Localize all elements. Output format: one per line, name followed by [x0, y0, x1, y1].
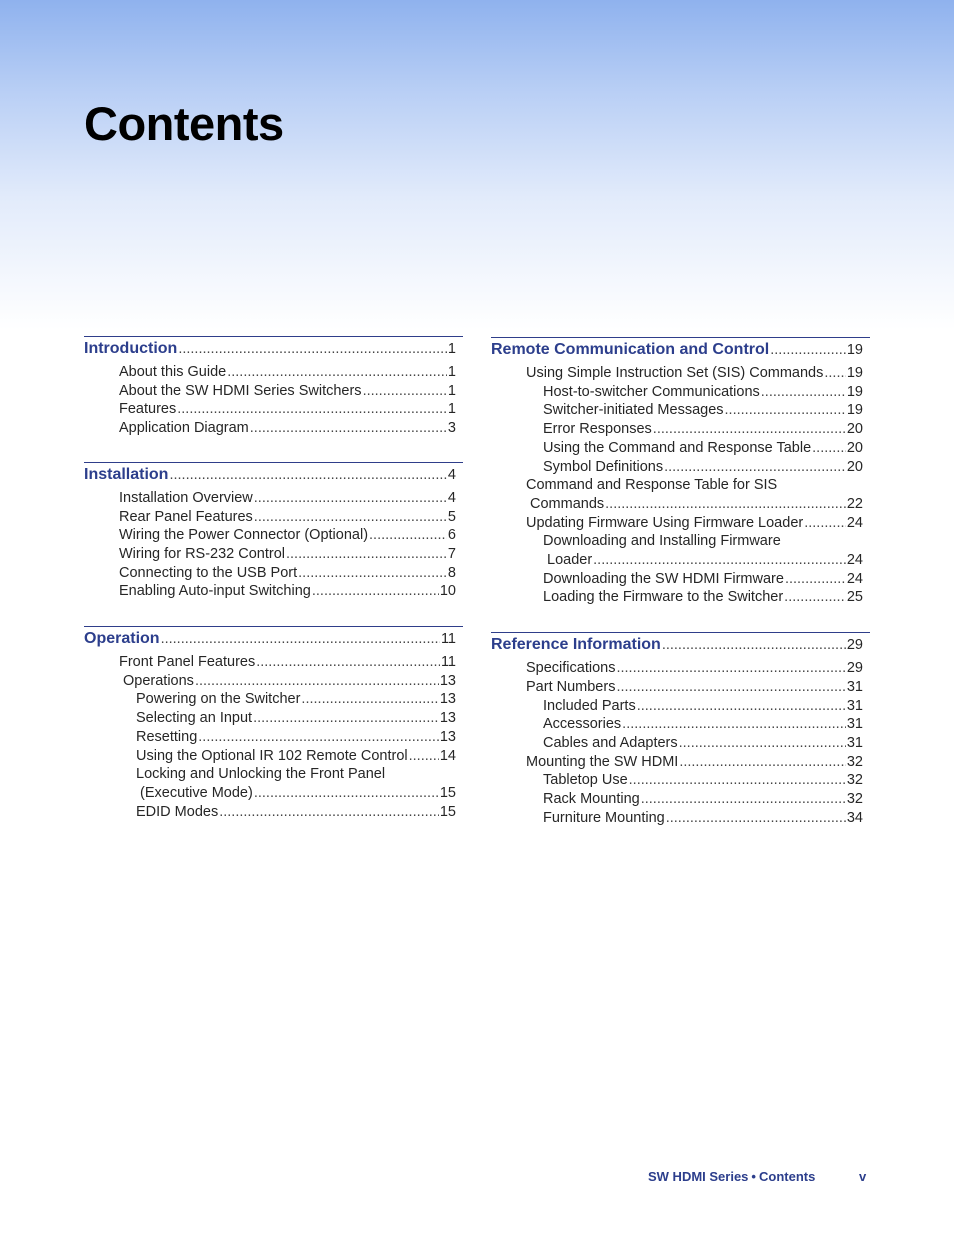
dot-leader: [363, 382, 447, 401]
toc-entry-title: Specifications: [526, 660, 616, 677]
dot-leader: [254, 508, 447, 527]
toc-page-number: 15: [439, 803, 456, 820]
toc-section-reference-information: [491, 632, 870, 827]
toc-entry[interactable]: [491, 364, 870, 383]
toc-page-number: 34: [846, 809, 863, 826]
toc-entry-title: Front Panel Features: [119, 654, 256, 671]
toc-entry[interactable]: [84, 747, 463, 766]
toc-entry-title: Using the Command and Response Table: [543, 439, 812, 456]
dot-leader: [177, 400, 447, 419]
toc-page-number: 20: [846, 458, 863, 475]
toc-entry-title: Using Simple Instruction Set (SIS) Commands: [526, 365, 824, 381]
toc-page-number: 4: [447, 489, 456, 506]
toc-page-number: 11: [440, 654, 456, 671]
dot-leader: [725, 401, 846, 420]
toc-entry[interactable]: [84, 653, 463, 672]
dot-leader: [812, 439, 846, 458]
toc-entry[interactable]: [491, 383, 870, 402]
dot-leader: [679, 753, 846, 772]
toc-page-number: 31: [846, 734, 863, 751]
toc-page-number: 13: [439, 710, 456, 727]
toc-entry-title: Updating Firmware Using Firmware Loader: [526, 514, 804, 531]
footer-section: Contents: [758, 1169, 816, 1184]
toc-entry[interactable]: [84, 784, 463, 803]
toc-entry-title: Connecting to the USB Port: [119, 564, 298, 581]
toc-entry-title: About this Guide: [119, 364, 227, 380]
dot-leader: [298, 564, 447, 583]
toc-page-number: 32: [846, 791, 863, 808]
dot-leader: [785, 570, 846, 589]
toc-entry[interactable]: [491, 588, 870, 607]
toc-page-number: 20: [846, 439, 863, 456]
toc-entry-title: Loading the Firmware to the Switcher: [543, 589, 784, 606]
toc-entry-title: EDID Modes: [136, 803, 219, 820]
toc-entry-title: Enabling Auto-input Switching: [119, 583, 311, 600]
toc-entry[interactable]: [491, 439, 870, 458]
toc-entry-title: Wiring for RS-232 Control: [119, 545, 285, 562]
dot-leader: [254, 489, 447, 508]
toc-page-number: 24: [846, 570, 863, 587]
toc-entry-title: Selecting an Input: [136, 710, 253, 727]
toc-page-number: 25: [846, 589, 863, 606]
toc-page-number: 7: [447, 545, 456, 562]
toc-entry[interactable]: [84, 382, 463, 401]
dot-leader: [679, 734, 846, 753]
toc-entry[interactable]: [84, 709, 463, 728]
dot-leader: [616, 678, 845, 697]
toc-entry-title-line1[interactable]: Locking and Unlocking the Front Panel: [136, 766, 386, 783]
toc-entry-title: Tabletop Use: [543, 772, 628, 789]
dot-leader: [662, 634, 846, 656]
toc-entry[interactable]: [491, 715, 870, 734]
toc-entry[interactable]: [491, 551, 870, 570]
toc-entry-title: Mounting the SW HDMI: [526, 753, 679, 770]
toc-entry[interactable]: [84, 489, 463, 508]
toc-page-number: 32: [846, 772, 863, 789]
toc-entry[interactable]: [491, 458, 870, 477]
toc-entry[interactable]: [84, 582, 463, 601]
toc-page-number: 10: [439, 583, 456, 600]
dot-leader: [227, 363, 447, 382]
toc-section-operation: [84, 626, 463, 821]
toc-page-number: 19: [846, 342, 863, 358]
dot-leader: [169, 464, 446, 486]
dot-leader: [653, 420, 846, 439]
toc-entry-title-line1[interactable]: Command and Response Table for SIS: [526, 477, 778, 494]
toc-page-number: 11: [440, 631, 456, 648]
toc-entry-title: Features: [119, 401, 177, 418]
dot-leader: [254, 784, 439, 803]
toc-section-introduction: [84, 336, 463, 438]
toc-heading-introduction[interactable]: [84, 338, 463, 360]
toc-entry-title: (Executive Mode): [140, 784, 253, 801]
toc-entry[interactable]: [491, 734, 870, 753]
dot-leader: [666, 809, 846, 828]
toc-page-number: 24: [846, 552, 863, 569]
toc-page-number: 4: [447, 466, 456, 483]
toc-entry[interactable]: [491, 697, 870, 716]
toc-entry-title: Downloading the SW HDMI Firmware: [543, 570, 784, 587]
toc-page-number: 13: [439, 728, 456, 745]
footer-page-number: v: [859, 1169, 867, 1184]
dot-leader: [178, 338, 447, 360]
toc-page-number: 22: [846, 495, 863, 512]
toc-entry[interactable]: [491, 809, 870, 828]
toc-entry-title: Powering on the Switcher: [136, 691, 301, 708]
toc-entry-title: Commands: [530, 495, 605, 512]
toc-entry[interactable]: [491, 570, 870, 589]
toc-entry[interactable]: [491, 678, 870, 697]
dot-leader: [219, 803, 439, 822]
toc-page-number: 19: [846, 402, 863, 419]
dot-leader: [312, 582, 439, 601]
toc-page-number: 31: [846, 678, 863, 695]
toc-entry-title: Symbol Definitions: [543, 458, 664, 475]
toc-entry[interactable]: [84, 400, 463, 419]
dot-leader: [622, 715, 846, 734]
toc-entry[interactable]: [84, 672, 463, 691]
dot-leader: [784, 588, 846, 607]
toc-entry-title: Installation Overview: [119, 489, 253, 506]
dot-leader: [195, 672, 439, 691]
toc-entry[interactable]: [84, 564, 463, 583]
toc-entry[interactable]: [491, 790, 870, 809]
dot-leader: [161, 628, 440, 650]
toc-entry[interactable]: [491, 753, 870, 772]
dot-leader: [605, 495, 846, 514]
toc-page-number: 1: [447, 364, 456, 380]
toc-entry[interactable]: [84, 728, 463, 747]
toc-page-number: 32: [846, 753, 863, 770]
toc-entry-title: Rear Panel Features: [119, 508, 253, 525]
toc-page-number: 29: [846, 660, 863, 677]
toc-entry[interactable]: [84, 419, 463, 438]
dot-leader: [637, 697, 846, 716]
footer-series: SW HDMI Series: [648, 1169, 749, 1184]
toc-entry[interactable]: [84, 508, 463, 527]
toc-entry-title: Cables and Adapters: [543, 734, 678, 751]
dot-leader: [250, 419, 447, 438]
toc-left-column: [84, 336, 463, 821]
toc-entry-title: Operations: [123, 672, 194, 689]
toc-entry[interactable]: [84, 363, 463, 382]
toc-entry[interactable]: [84, 803, 463, 822]
page-title: Contents: [84, 97, 284, 150]
dot-leader: [256, 653, 440, 672]
dot-leader: [804, 514, 846, 533]
toc-page-number: 31: [846, 716, 863, 733]
dot-leader: [761, 383, 846, 402]
toc-heading-operation[interactable]: [84, 628, 463, 650]
toc-entry-title: Switcher-initiated Messages: [543, 402, 724, 419]
header-gradient-band: [0, 0, 954, 330]
dot-leader: [824, 364, 846, 383]
toc-heading-remote-communication[interactable]: [491, 339, 870, 361]
dot-leader: [641, 790, 846, 809]
toc-entry-title: Furniture Mounting: [543, 809, 665, 826]
dot-leader: [198, 728, 439, 747]
toc-entry[interactable]: [491, 771, 870, 790]
toc-entry[interactable]: [84, 526, 463, 545]
toc-page-number: 15: [439, 784, 456, 801]
dot-leader: [286, 545, 447, 564]
toc-entry[interactable]: [491, 514, 870, 533]
toc-page-number: 1: [447, 341, 456, 357]
toc-page-number: 31: [846, 697, 863, 714]
toc-page-number: 3: [447, 420, 456, 437]
toc-page-number: 1: [447, 401, 456, 418]
toc-page-number: 29: [846, 637, 863, 654]
dot-leader: [593, 551, 846, 570]
toc-entry[interactable]: [491, 420, 870, 439]
dot-leader: [616, 659, 845, 678]
toc-entry-title: Resetting: [136, 728, 198, 745]
toc-heading-installation[interactable]: [84, 464, 463, 486]
toc-entry-title: Rack Mounting: [543, 791, 640, 808]
toc-entry-title-line1[interactable]: Downloading and Installing Firmware: [543, 533, 781, 550]
toc-entry-title: Included Parts: [543, 697, 636, 714]
dot-leader: [253, 709, 439, 728]
dot-leader: [409, 747, 439, 766]
toc-heading-title: Operation: [84, 630, 160, 648]
toc-entry-title: Loader: [547, 552, 593, 569]
toc-entry-title: Error Responses: [543, 421, 652, 438]
toc-page-number: 5: [447, 508, 456, 525]
toc-page-number: 1: [447, 382, 456, 399]
dot-leader: [770, 339, 846, 361]
toc-heading-title: Introduction: [84, 340, 178, 357]
toc-entry[interactable]: [491, 495, 870, 514]
toc-entry[interactable]: [491, 659, 870, 678]
toc-heading-reference-information[interactable]: [491, 634, 870, 656]
toc-page-number: 20: [846, 421, 863, 438]
toc-right-column: [491, 337, 870, 827]
toc-page-number: 24: [846, 514, 863, 531]
toc-entry[interactable]: [491, 401, 870, 420]
footer-separator: •: [751, 1169, 756, 1184]
dot-leader: [664, 458, 846, 477]
toc-entry[interactable]: [84, 690, 463, 709]
toc-page-number: 14: [439, 747, 456, 764]
toc-entry-title: Application Diagram: [119, 420, 249, 437]
toc-entry-title: About the SW HDMI Series Switchers: [119, 382, 362, 399]
toc-page-number: 8: [447, 564, 456, 581]
toc-section-installation: [84, 462, 463, 601]
toc-page-number: 19: [846, 365, 863, 381]
toc-page-number: 13: [439, 672, 456, 689]
toc-page-number: 19: [846, 383, 863, 400]
toc-entry-title: Accessories: [543, 716, 622, 733]
dot-leader: [301, 690, 438, 709]
toc-heading-title: Reference Information: [491, 636, 661, 654]
toc-heading-title: Installation: [84, 465, 169, 483]
toc-page-number: 6: [447, 527, 456, 544]
toc-section-remote-communication: [491, 337, 870, 607]
toc-page-number: 13: [439, 691, 456, 708]
dot-leader: [369, 526, 447, 545]
page-footer: [648, 1169, 867, 1184]
toc-entry[interactable]: [84, 545, 463, 564]
toc-heading-title: Remote Communication and Control: [491, 341, 770, 358]
toc-entry-title: Using the Optional IR 102 Remote Control: [136, 747, 408, 764]
dot-leader: [629, 771, 846, 790]
toc-entry-title: Host-to-switcher Communications: [543, 383, 760, 400]
toc-entry-title: Wiring the Power Connector (Optional): [119, 527, 369, 544]
toc-entry-title: Part Numbers: [526, 678, 616, 695]
